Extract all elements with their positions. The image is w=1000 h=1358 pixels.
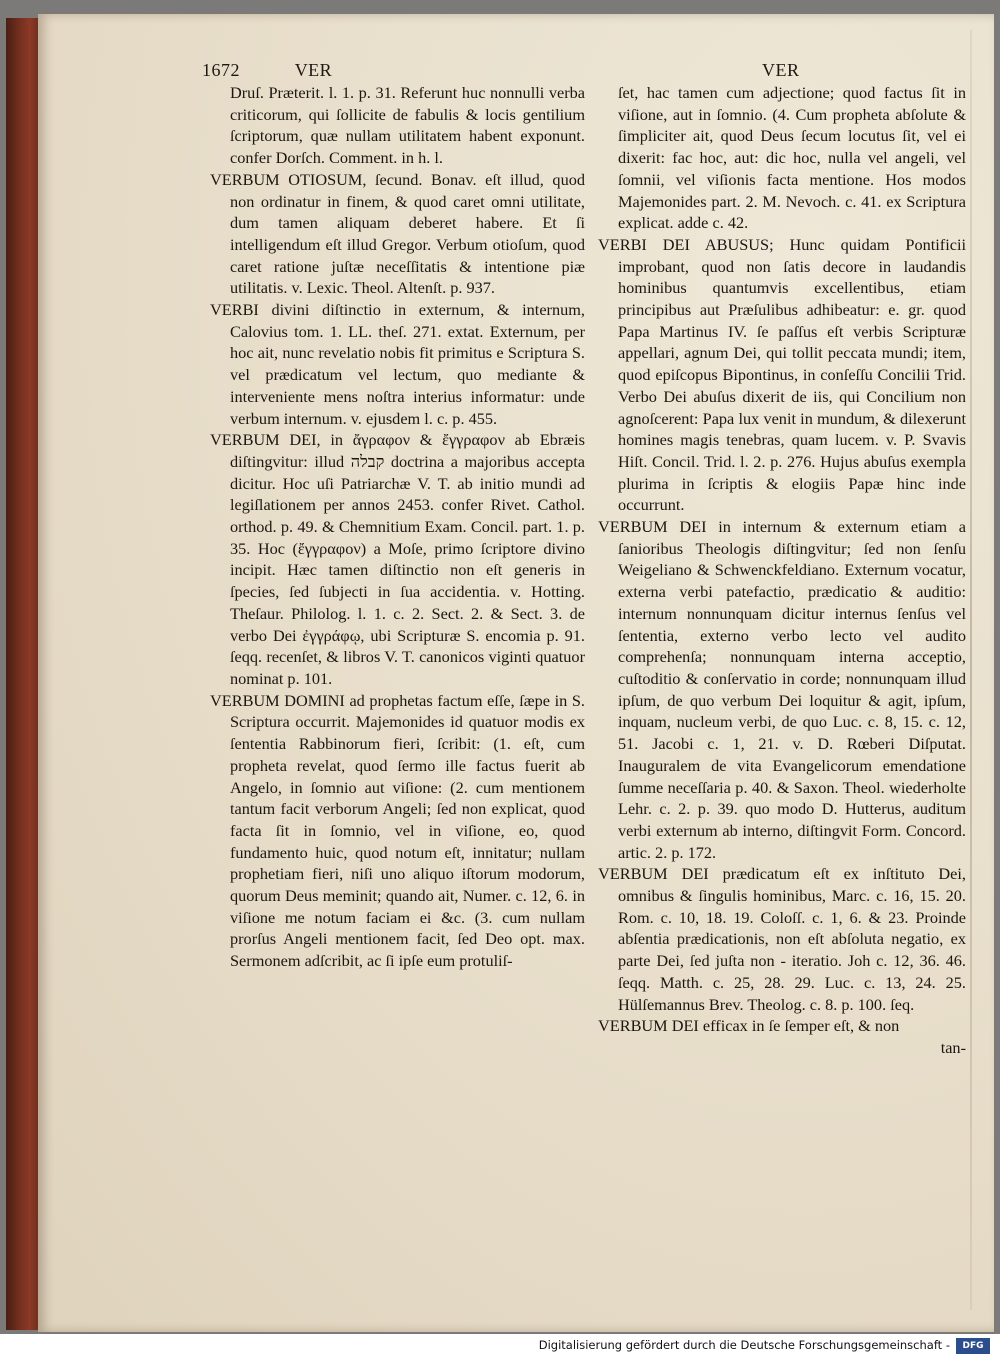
right-header-title: VER bbox=[762, 60, 800, 80]
entry-verbum-dei-efficax: VERBUM DEI efficax in ſe ſemper eſt, & non bbox=[598, 1016, 900, 1036]
entry-verbi-dei-abusus: VERBI DEI ABUSUS; Hunc quidam Pontificii improbant, quod non ſatis decore in laudandis hominibus quantumvis excellentibus, etiam principibus aut Præſulibus adhibeatur: e. gr. quod Papa Martinus IV. ſe paſſus eſt verbis Scripturæ appellari, agnum Dei, qui tollit peccata mundi; item, quod epiſcopus Bipontinus, in conſeſſu Concilii Trid. Verbo Dei abuſus dixerit de iis, qui Concilium non agnoſcerent: Papa lux venit in mundum, & dilexerunt homines magis tenebras, quam lucem. v. P. Svavis Hiſt. Concil. Trid. l. 2. p. 276. Hujus abuſus exempla plurima in ſcriptis & elogiis Papæ hinc inde occurrunt. bbox=[598, 234, 966, 515]
entry-verbum-dei-agraphon: VERBUM DEI, in ἄγραφον & ἔγγραφον ab Ebræis diſtingvitur: illud קבלה doctrina a majoribus accepta dicitur. Hoc uſi Patriarchæ V. T. ab initio mundi ad legiſlationem per annos 2453. confer Rivet. Cathol. orthod. p. 49. & Chemnitium Exam. Concil. part. 1. p. 35. Hoc (ἔγγραφον) a Moſe, primo ſcriptore divino incipit. Hæc tamen diſtinctio non eſt generis in ſpecies, ſed ſubjecti in ſua accidentia. v. Hotting. Theſaur. Philolog. l. 1. c. 2. Sect. 2. & Sect. 3. de verbo Dei ἐγγράφῳ, ubi Scripturæ S. encomia p. 91. ſeqq. recenſet, & libros V. T. canonicos viginti quatuor nominat p. 101. bbox=[210, 430, 585, 688]
catchword: tan- bbox=[940, 1037, 966, 1057]
dfg-logo bbox=[956, 1338, 990, 1354]
left-column bbox=[210, 82, 585, 972]
footer-credit: Digitalisierung gefördert durch die Deutsche Forschungsgemeinschaft - bbox=[538, 1338, 950, 1352]
running-head-left bbox=[202, 60, 332, 81]
footer-bar bbox=[0, 1334, 1000, 1358]
page-fold-shadow bbox=[970, 30, 972, 1310]
entry-verbum-domini: VERBUM DOMINI ad prophetas factum eſſe, ſæpe in S. Scriptura occurrit. Majemonides id quatuor modis ex ſententia Rabbinorum fieri, ſcribit: (1. eſt, cum propheta revelat, quod ſermo ille factus fuerit ab Angelo, in ſomnio aut viſione: (2. cum mentionem tantum facit verborum Angeli; ſed non explicat, quod facta ſit in ſomnio, vel in viſione, eo, quod fundamento huic, quod notum eſt, innitatur; nullam prophetiam fieri, niſi uno aliquo iſtorum modorum, quorum Deus meminit; quando ait, Numer. c. 12, 6. in viſione me notum faciam ei &c. (3. cum nullam prorſus Angeli mentionem facit, ſed Deo opt. max. Sermonem adſcribit, ac ſi ipſe eum protuliſ- bbox=[210, 690, 585, 971]
entry-verbum-dei-praedicatum: VERBUM DEI prædicatum eſt ex inſtituto Dei, omnibus & ſingulis hominibus, Marc. c. 16, 15. 20. Rom. c. 10, 18. 19. Coloſſ. c. 1, 6. & 23. Proinde abſentia prædicationis, non eſt abſoluta negatio, ex parte Dei, ſed juſta non - iteratio. Joh c. 12, 36. 46. ſeqq. Matth. c. 25, 28. 29. Luc. c. 13, 24. 25. Hülſemannus Brev. Theolog. c. 8. p. 100. ſeq. bbox=[598, 864, 966, 1014]
dfg-logo-text: DFG bbox=[956, 1338, 990, 1354]
entry-continuation: Druſ. Præterit. l. 1. p. 31. Referunt huc nonnulli verba criticorum, qui ſollicite de fabulis & locis gentilium ſcriptorum, quæ nullam utilitatem habent exponunt. confer Dorſch. Comment. in h. l. bbox=[230, 83, 585, 168]
entry-verbum-otiosum: VERBUM OTIOSUM, ſecund. Bonav. eſt illud, quod non ordinatur in finem, & quod caret omni utilitate, dum tamen aliquam deberet habere. Et ſi intelligendum eſt illud Gregor. Verbum otioſum, quod caret ratione juſtæ neceſſitatis & intentione piæ utilitatis. v. Lexic. Theol. Altenſt. p. 937. bbox=[210, 169, 585, 298]
entry-continuation: ſet, hac tamen cum adjectione; quod factus ſit in viſione, aut in ſomnio. (4. Cum propheta abſolute & ſimpliciter ait, quod Deus ſecum locutus ſit, vel ei dixerit: fac hoc, aut: dic hoc, nulla vel angeli, vel ſomnii, vel viſionis facta mentione. Hos modos Majemonides part. 2. M. Nevoch. c. 41. ex Scriptura explicat. adde c. 42. bbox=[618, 83, 966, 233]
page-number: 1672 bbox=[202, 60, 240, 80]
entry-verbum-dei-internum: VERBUM DEI in internum & externum etiam a ſanioribus Theologis diſtingvitur; ſed non ſenſu Weigeliano & Schwenckfeldiano. Externum vocatur, externa verbi patefactio, prædicatio & auditio: internum nonnunquam dicitur internus ſenſus vel ſententia, externo verbo lecto vel audito comprehenſa; nonnunquam interna acceptio, cuſtoditio & conſervatio in corde; nonnunquam illud ipſum, de quo verbum Dei loquitur & agit, ipſum, inquam, nucleum verbi, de quo Luc. c. 8, 15. c. 12, 51. Jacobi c. 1, 21. v. D. Rœberi Diſputat. Inauguralem de vita Evangelicorum emendatione ſumme neceſſaria p. 40. & Saxon. Theol. wiederholte Lehr. c. 2. p. 39. quo modo D. Hutterus, auditum verbi externum ab interno, diſtingvit Form. Concord. artic. 2. p. 172. bbox=[598, 517, 966, 862]
left-header-title: VER bbox=[294, 60, 333, 80]
entry-verbi-divini-distinctio: VERBI divini diſtinctio in externum, & internum, Calovius tom. 1. LL. theſ. 271. extat. Externum, per hoc ait, nunc revelatio nobis fit primitus e Scriptura S. vel prædicatum vel lectum, quo mediante & interveniente mens noſtra interius informatur: unde verbum internum. v. ejusdem l. c. p. 455. bbox=[210, 300, 585, 428]
running-head-right bbox=[762, 60, 800, 81]
right-column bbox=[598, 82, 966, 1059]
